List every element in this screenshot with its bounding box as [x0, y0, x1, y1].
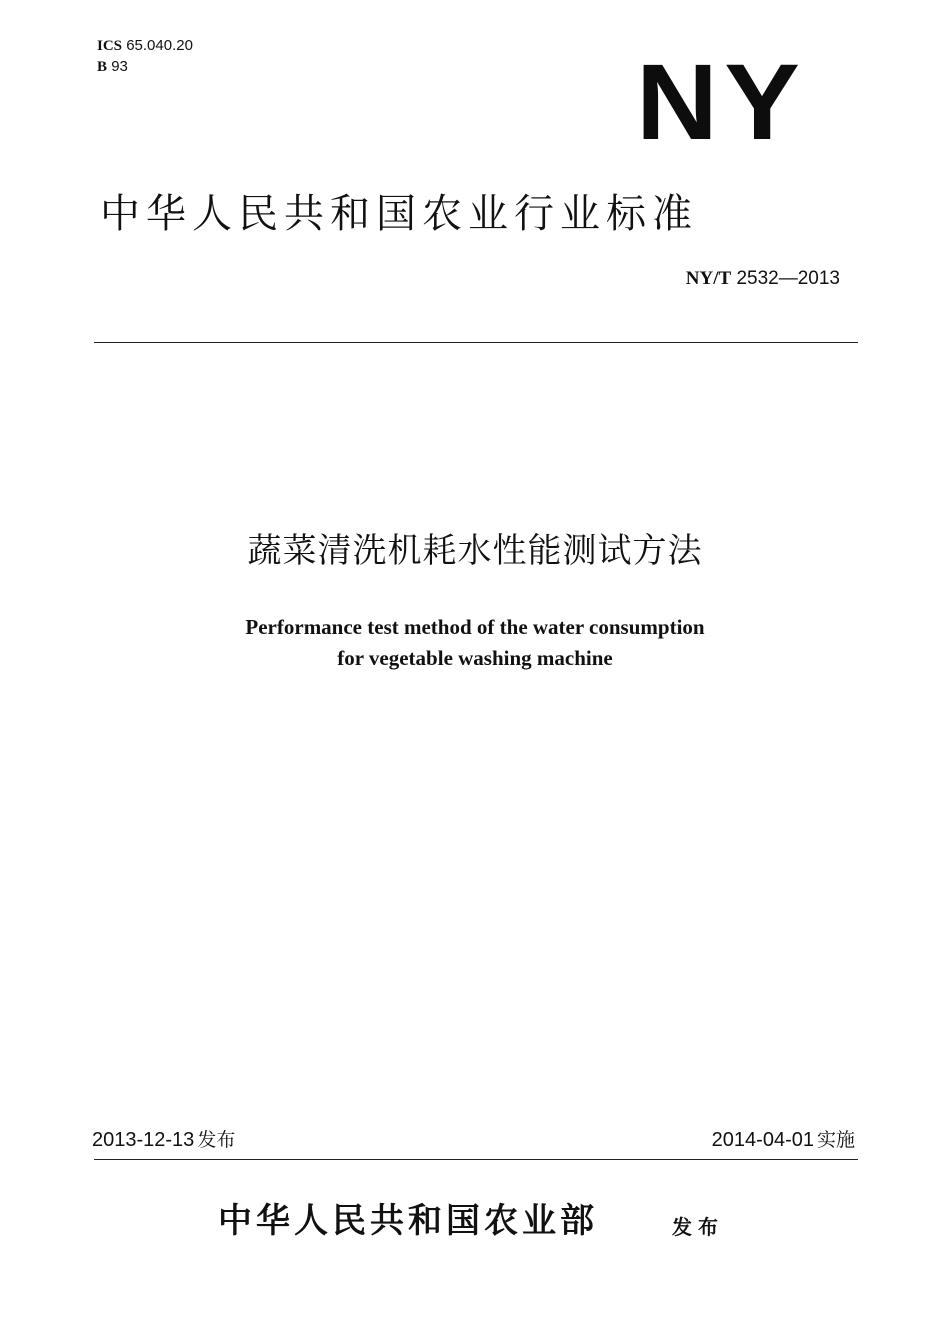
- issuing-authority: 中华人民共和国农业部: [218, 1201, 598, 1241]
- ics-prefix: ICS: [97, 38, 123, 54]
- publication-date: [92, 1126, 235, 1154]
- standard-code: 2532—2013: [736, 268, 840, 289]
- agency-title: 中华人民共和国农业行业标准: [100, 191, 698, 237]
- class-prefix: B: [97, 59, 108, 75]
- standard-number: [686, 266, 840, 292]
- bottom-divider: [94, 1159, 858, 1160]
- class-number: 93: [111, 58, 128, 75]
- title-en-line-2: for vegetable washing machine: [337, 646, 613, 670]
- ics-number: 65.040.20: [126, 37, 193, 54]
- publication-label: 发布: [197, 1129, 236, 1151]
- top-divider: [94, 342, 858, 343]
- title-en-line-1: Performance test method of the water consumption: [245, 615, 705, 639]
- publication-date-value: 2013-12-13: [92, 1129, 195, 1151]
- implementation-label: 实施: [816, 1129, 855, 1151]
- classification-code: [97, 57, 128, 77]
- standard-prefix: NY/T: [685, 268, 732, 289]
- document-title-cn: 蔬菜清洗机耗水性能测试方法: [247, 531, 703, 571]
- issued-label: 发布: [672, 1215, 724, 1239]
- implementation-date: [712, 1126, 855, 1154]
- ny-logo: NY: [636, 41, 807, 162]
- document-title-en: [0, 612, 950, 674]
- ics-code: [97, 36, 193, 56]
- implementation-date-value: 2014-04-01: [711, 1129, 814, 1151]
